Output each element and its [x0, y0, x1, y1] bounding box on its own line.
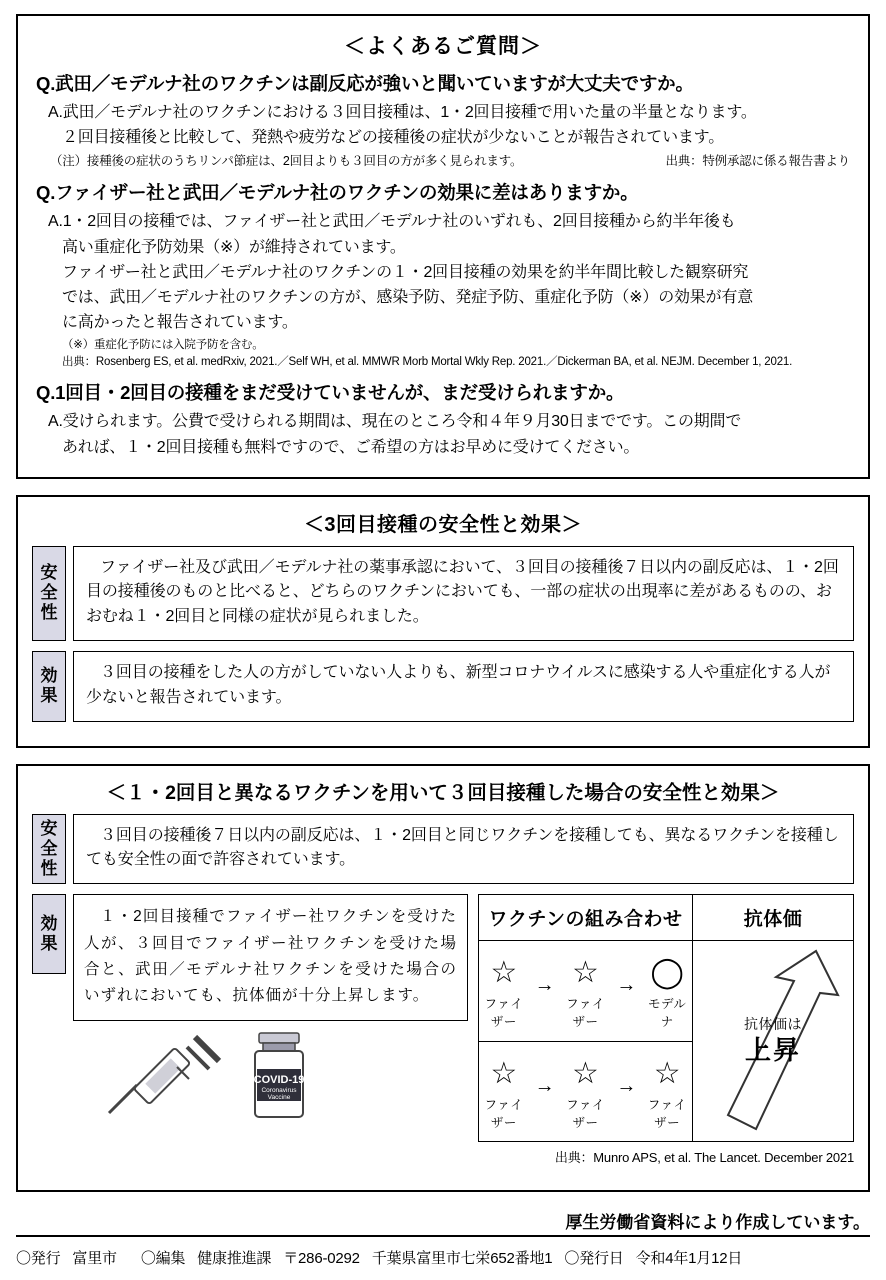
- mix-effect-text: １・2回目接種でファイザー社ワクチンを受けた人が、３回目でファイザー社ワクチンを受けた場合と、武田／モデルナ社ワクチンを受けた場合のいずれにおいても、抗体価が十分上昇します。: [84, 908, 457, 1005]
- vaccine-vial-icon: [233, 1027, 325, 1123]
- footer-editor-mark: 〇編集: [140, 1250, 186, 1267]
- footer-publisher: 富里市: [72, 1250, 117, 1267]
- star-outline-icon: ☆: [572, 956, 599, 990]
- chain-step: [565, 956, 607, 1030]
- arrow-right-icon: →: [616, 974, 637, 997]
- mix-safety-row: [32, 814, 854, 885]
- side-label-effect: [32, 651, 66, 722]
- svg-text:Coronavirus: Coronavirus: [261, 1086, 297, 1094]
- combination-cell-2: [479, 1041, 693, 1142]
- combination-cell-1: [479, 941, 693, 1042]
- table-source: 出典：Munro APS, et al. The Lancet. December 2021: [554, 1150, 854, 1166]
- chain-step: [483, 956, 525, 1030]
- chain-step-label: ファイザー: [647, 1097, 687, 1130]
- faq-answer-line: A.武田／モデルナ社のワクチンにおける３回目接種は、1・2回目接種で用いた量の半量となります。: [48, 104, 757, 121]
- safety-text: ファイザー社及び武田／モデルナ社の薬事承認において、３回目の接種後７日以内の副反応は、１・2回目の接種後のものと比べると、どちらのワクチンにおいても、一部の症状の出現率に差があるものの、おおむね１・2回目と同様の症状が見られました。: [86, 558, 839, 626]
- third-dose-section: [16, 495, 870, 748]
- side-label-text: 効 果: [40, 666, 58, 706]
- syringe-icon: [91, 1031, 251, 1127]
- mix-safety-body: [73, 814, 854, 885]
- faq-answer-line: あれば、１・2回目接種も無料ですので、ご希望の方はお早めに受けてください。: [62, 438, 640, 456]
- col-header-antibody: 抗体価: [693, 895, 854, 941]
- safety-body: [73, 546, 854, 641]
- faq-answer-line: ２回目接種後と比較して、発熱や疲労などの接種後の症状が少ないことが報告されています。: [62, 129, 725, 147]
- chain-step-label: ファイザー: [484, 1097, 524, 1130]
- faq-answer-line: では、武田／モデルナ社のワクチンの方が、感染予防、発症予防、重症化予防（※）の効果が有意: [62, 288, 754, 306]
- svg-text:COVID-19: COVID-19: [253, 1073, 305, 1086]
- faq-source: 出典：Rosenberg ES, et al. medRxiv, 2021.／Self WH, et al. MMWR Morb Mortal Wkly Rep. 2021.／Dickerman BA, et al. NEJM. December 1, 2021.: [62, 356, 793, 369]
- footer-date: 令和4年1月12日: [635, 1250, 743, 1267]
- faq-source: 出典：特例承認に係る報告書より: [665, 154, 850, 169]
- faq-answer-line: に高かったと報告されています。: [62, 314, 298, 332]
- side-label-safety: [32, 546, 66, 641]
- star-outline-icon: ☆: [490, 1056, 518, 1090]
- faq-title: ＜よくあるご質問＞: [344, 35, 542, 58]
- chain-step: [646, 1057, 688, 1131]
- table-row: [479, 941, 854, 1042]
- faq-question: Q.ファイザー社と武田／モデルナ社のワクチンの効果に差はありますか。: [36, 182, 639, 204]
- vaccine-chain: [483, 1057, 688, 1131]
- antibody-text: [693, 1016, 853, 1066]
- side-label-effect: [32, 894, 66, 974]
- footer: [16, 1235, 870, 1268]
- arrow-right-icon: →: [616, 1074, 637, 1097]
- chain-step: [483, 1057, 525, 1131]
- footer-publisher-mark: 〇発行: [16, 1250, 61, 1267]
- faq-answer-line: 高い重症化予防効果（※）が維持されています。: [62, 238, 406, 256]
- effect-text: ３回目の接種をした人の方がしていない人よりも、新型コロナウイルスに感染する人や重症化する人が少ないと報告されています。: [86, 664, 831, 706]
- made-by-note: 厚生労働省資料により作成しています。: [565, 1213, 870, 1233]
- effect-row: [32, 651, 854, 722]
- chain-step-label: ファイザー: [566, 997, 605, 1030]
- arrow-right-icon: →: [534, 1074, 555, 1097]
- faq-question: Q.武田／モデルナ社のワクチンは副反応が強いと聞いていますが大丈夫ですか。: [36, 73, 694, 94]
- arrow-right-icon: →: [534, 974, 555, 997]
- mix-effect-left: [73, 894, 468, 1122]
- chain-step-label: ファイザー: [566, 1097, 605, 1130]
- faq-note: （注）接種後の症状のうちリンパ節症は、2回目よりも３回目の方が多く見られます。: [50, 154, 523, 169]
- mix-effect-row: [32, 894, 854, 1166]
- footer-postal: 〒286-0292: [283, 1250, 360, 1267]
- footer-date-mark: 〇発行日: [564, 1250, 624, 1267]
- svg-text:Vaccine: Vaccine: [267, 1093, 291, 1101]
- faq-item-2: [36, 179, 850, 369]
- star-outline-icon: ☆: [490, 956, 518, 990]
- faq-item-1: [36, 70, 850, 169]
- antibody-big-text: 上昇: [744, 1034, 801, 1065]
- mix-effect-textbox: [73, 894, 468, 1020]
- mix-safety-text: ３回目の接種後７日以内の副反応は、１・2回目と同じワクチンを接種しても、異なるワクチンを接種しても安全性の面で許容されています。: [86, 826, 839, 869]
- faq-note: （※）重症化予防には入院予防を含む。: [62, 339, 264, 352]
- chain-step: [565, 1057, 607, 1131]
- faq-item-3: [36, 379, 850, 458]
- footer-address: 千葉県富里市七栄652番地1: [371, 1250, 553, 1267]
- effect-body: [73, 651, 854, 722]
- side-label-safety: [32, 814, 66, 885]
- chain-step: [646, 956, 688, 1030]
- star-outline-icon: ☆: [653, 1056, 681, 1090]
- side-label-text: 安 全 性: [40, 563, 58, 623]
- mix-effect-body: [73, 894, 854, 1166]
- safety-row: [32, 546, 854, 641]
- mixed-dose-section: [16, 764, 870, 1193]
- circle-outline-icon: ◯: [650, 956, 684, 990]
- star-outline-icon: ☆: [572, 1056, 599, 1090]
- col-header-combination: ワクチンの組み合わせ: [479, 895, 693, 941]
- faq-answer-line: A.受けられます。公費で受けられる期間は、現在のところ令和４年９月30日までです。この期間で: [48, 413, 742, 431]
- faq-note-row: [36, 151, 850, 169]
- combination-table-wrap: [478, 894, 854, 1166]
- faq-answer-line: A.1・2回目の接種では、ファイザー社と武田／モデルナ社のいずれも、2回目接種から約半年後も: [48, 213, 736, 231]
- antibody-small-text: 抗体価は: [744, 1016, 802, 1033]
- side-label-text: 安 全 性: [40, 818, 58, 878]
- section-title: ＜１・2回目と異なるワクチンを用いて３回目接種した場合の安全性と効果＞: [106, 781, 780, 804]
- footer-editor: 健康推進課: [197, 1250, 272, 1267]
- section-title: ＜3回目接種の安全性と効果＞: [303, 513, 583, 536]
- chain-step-label: ファイザー: [484, 997, 524, 1030]
- combination-table: [478, 894, 854, 1142]
- illustrations: [73, 1027, 468, 1123]
- antibody-cell: [693, 941, 854, 1142]
- vaccine-chain: [483, 956, 688, 1030]
- side-label-text: 効 果: [40, 914, 58, 954]
- chain-step-label: モデルナ: [647, 997, 687, 1030]
- faq-section: [16, 14, 870, 479]
- faq-answer-line: ファイザー社と武田／モデルナ社のワクチンの１・2回目接種の効果を約半年間比較した観察研究: [62, 263, 749, 281]
- table-header-row: [479, 895, 854, 941]
- faq-question: Q.1回目・2回目の接種をまだ受けていませんが、まだ受けられますか。: [36, 382, 625, 404]
